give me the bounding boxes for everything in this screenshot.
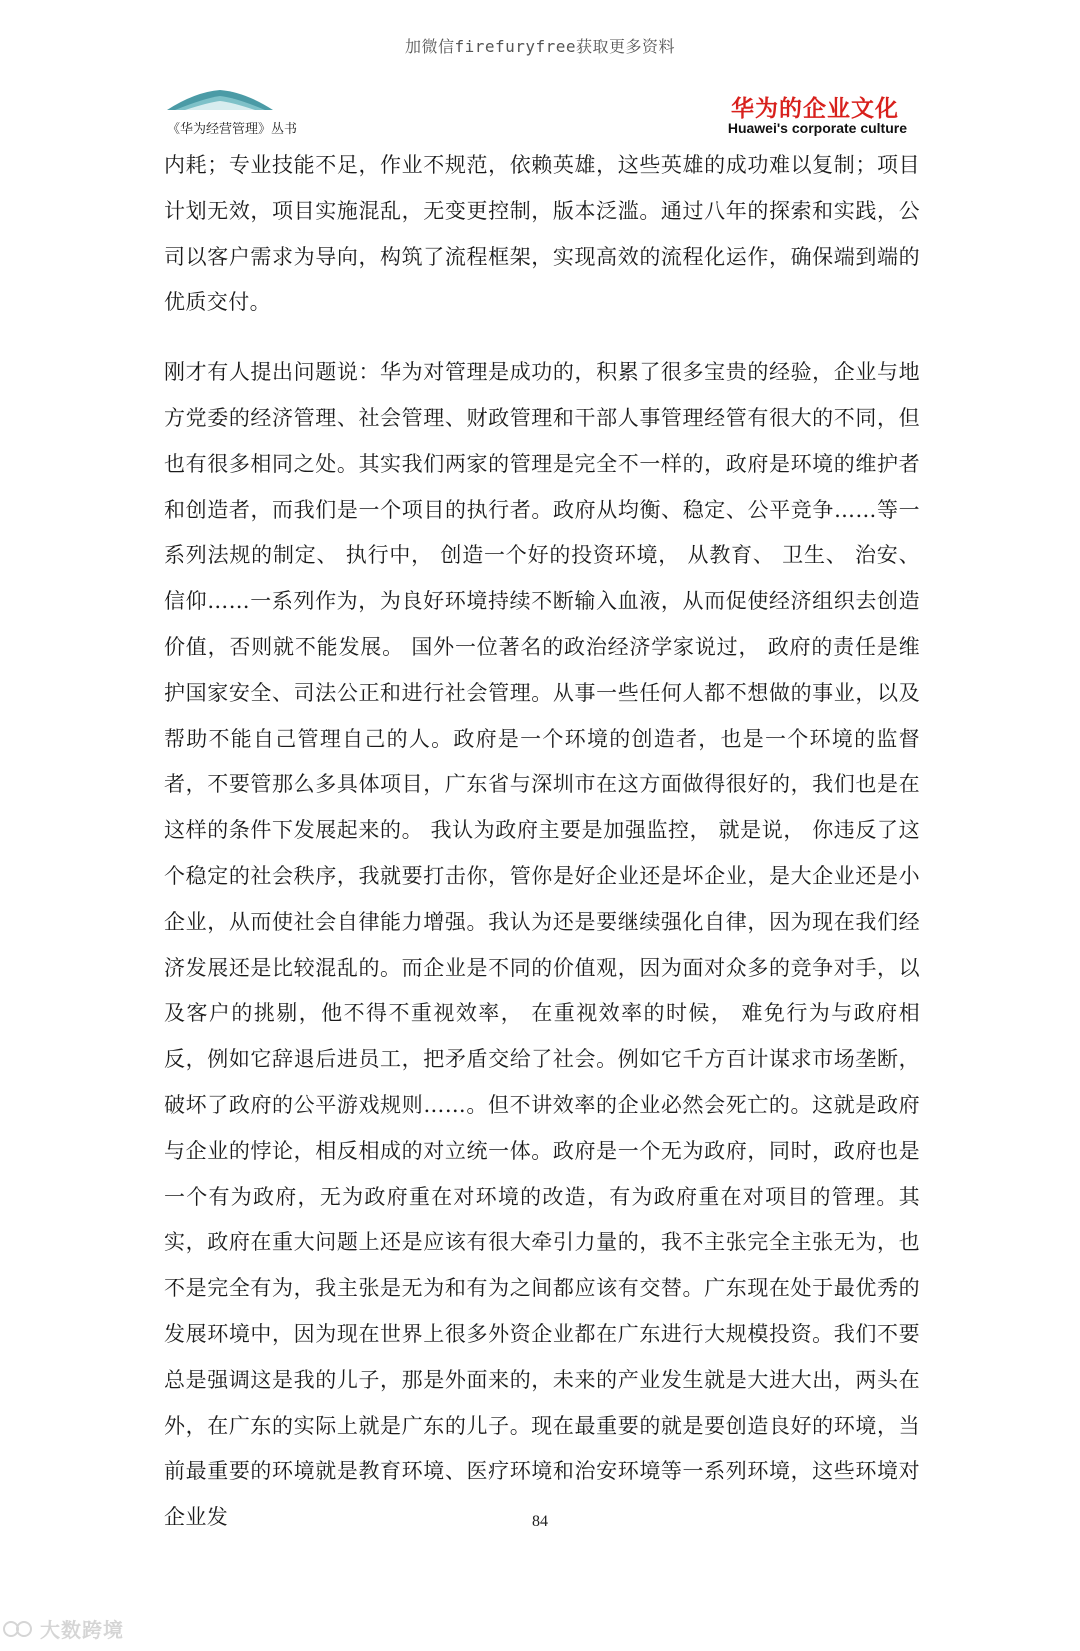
watermark-logo-icon <box>2 1618 36 1640</box>
paragraph: 内耗；专业技能不足，作业不规范，依赖英雄，这些英雄的成功难以复制；项目计划无效，项目实施混乱，无变更控制，版本泛滥。通过八年的探索和实践，公司以客户需求为导向，构筑了流程框架，实现高效的流程化运作，确保端到端的优质交付。 <box>164 153 920 315</box>
corner-watermark-text: 大数跨境 <box>40 1618 124 1642</box>
corner-watermark <box>2 1614 124 1643</box>
book-subtitle: Huawei's corporate culture <box>727 120 907 136</box>
book-title: 华为的企业文化 <box>731 96 899 122</box>
top-watermark: 加微信firefuryfree获取更多资料 <box>404 37 676 56</box>
body-text <box>164 143 920 1541</box>
page-header <box>165 82 915 137</box>
paragraph: 刚才有人提出问题说：华为对管理是成功的，积累了很多宝贵的经验，企业与地方党委的经济管理、社会管理、财政管理和干部人事管理经管有很大的不同，但也有很多相同之处。其实我们两家的管理是完全不一样的，政府是环境的维护者和创造者，而我们是一个项目的执行者。政府从均衡、稳定、公平竞争……等一系列法规的制定、 执行中， 创造一个好的投资环境， 从教育、 卫生、 治安、信仰……一系列作为，为良好环境持续不断输入血液，从而促使经济组织去创造价值，否则就不能发展。 国外一位著名的政治经济学家说过， 政府的责任是维护国家安全、司法公正和进行社会管理。从事一些任何人都不想做的事业，以及帮助不能自己管理自己的人。政府是一个环境的创造者，也是一个环境的监督者，不要管那么多具体项目，广东省与深圳市在这方面做得很好的，我们也是在这样的条件下发展起来的。 我认为政府主要是加强监控， 就是说， 你违反了这个稳定的社会秩序，我就要打击你，管你是好企业还是坏企业，是大企业还是小企业，从而使社会自律能力增强。我认为还是要继续强化自律，因为现在我们经济发展还是比较混乱的。而企业是不同的价值观，因为面对众多的竞争对手，以及客户的挑剔，他不得不重视效率， 在重视效率的时候， 难免行为与政府相反，例如它辞退后进员工，把矛盾交给了社会。例如它千方百计谋求市场垄断，破坏了政府的公平游戏规则……。但不讲效率的企业必然会死亡的。这就是政府与企业的悖论，相反相成的对立统一体。政府是一个无为政府，同时，政府也是一个有为政府，无为政府重在对环境的改造，有为政府重在对项目的管理。其实，政府在重大问题上还是应该有很大牵引力量的，我不主张完全主张无为，也不是完全有为，我主张是无为和有为之间都应该有交替。广东现在处于最优秀的发展环境中，因为现在世界上很多外资企业都在广东进行大规模投资。我们不要总是强调这是我的儿子，那是外面来的，未来的产业发生就是大进大出，两头在外，在广东的实际上就是广东的儿子。现在最重要的就是要创造良好的环境，当前最重要的环境就是教育环境、医疗环境和治安环境等一系列环境，这些环境对企业发 <box>164 360 920 1530</box>
series-logo-icon <box>165 86 275 112</box>
series-title: 《华为经营管理》丛书 <box>167 122 298 137</box>
page-number: 84 <box>532 1513 548 1530</box>
